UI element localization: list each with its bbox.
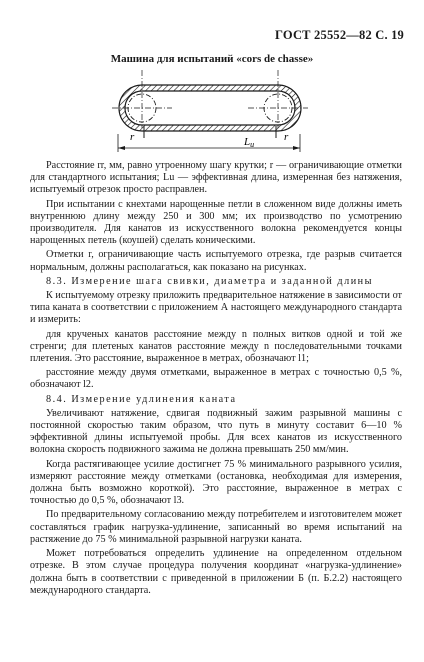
paragraph-l1: для крученых канатов расстояние между n полных витков одной и той же стренги; для плетеных канатов расстояние между n последовательными точками плетения. Это расстояние, выраженное в метрах, обозначают l1; xyxy=(30,328,402,365)
paragraph-pretension: К испытуемому отрезку приложить предварительное натяжение в зависимости от типа каната в соответствии с приложением А настоящего международного стандарта и измерить: xyxy=(30,290,402,326)
paragraph-tension-speed: Увеличивают натяжение, сдвигая подвижный зажим разрывной машины с постоянной скоростью таким образом, что путь в минуту составит 6—10 % эффективной длины испытуемой пробы. Для всех канатов из искусственного волокна скорость подвижного зажима не должна превышать 250 мм/мин. xyxy=(30,407,402,456)
arrow-right xyxy=(293,146,300,150)
right-r-label: r xyxy=(284,131,289,143)
document-body xyxy=(30,160,402,597)
paragraph-legend: Расстояние rr, мм, равно утроенному шагу крутки; r — ограничивающие отметки для стандартного испытания; Lu — эффективная длина, измеренная без натяжения, испытуемый отрезок просто расправлен. xyxy=(30,160,402,196)
paragraph-load-graph: По предварительному согласованию между потребителем и изготовителем может составляться график нагрузка-удлинение, записанный во время испытаний на растяжение до 75 % минимальной разрывной нагрузки каната. xyxy=(30,509,402,545)
paragraph-l3: Когда растягивающее усилие достигнет 75 % минимального разрывного усилия, измеряют расстояние между отметками (остановка, необходимая для измерения, должна быть возможно короткой). Это расстояние, выраженное в метрах с точностью до 0,5 %, обозначают l3. xyxy=(30,458,402,507)
section-8-3-heading: 8.3. Измерение шага свивки, диаметра и заданной длины xyxy=(46,275,373,287)
paragraph-l2: расстояние между двумя отметками, выраженное в метрах с точностью 0,5 %, обозначают l2. xyxy=(30,367,402,391)
figure-title: Машина для испытаний «cors de chasse» xyxy=(110,53,314,65)
length-label: Lu xyxy=(244,136,255,149)
paragraph-marks: Отметки r, ограничивающие часть испытуемого отрезка, где разрыв считается нормальным, должны располагаться, как показано на рисунках. xyxy=(30,249,402,273)
arrow-left xyxy=(118,146,125,150)
left-r-label: r xyxy=(130,131,135,143)
section-8-4-heading: 8.4. Измерение удлинения каната xyxy=(46,393,237,405)
page-header: ГОСТ 25552—82 С. 19 xyxy=(275,28,404,42)
paragraph-elongation: Может потребоваться определить удлинение на определенном отдельном отрезке. В этом случае процедура получения координат «нагрузка-удлинение» должна быть в соответствии с приведенной в приложении Б (п. Б.2.2) настоящего международного стандарта. xyxy=(30,548,402,596)
rope-test-figure xyxy=(100,68,320,154)
paragraph-bollard: При испытании с кнехтами нарощенные петли в сложенном виде должны иметь внутреннюю длину между 250 и 300 мм; их производство по усмотрению производителя. Для канатов из искусственного волокна рекомендуется концы нарощенных петель (коушей) сделать коническими. xyxy=(30,198,402,247)
